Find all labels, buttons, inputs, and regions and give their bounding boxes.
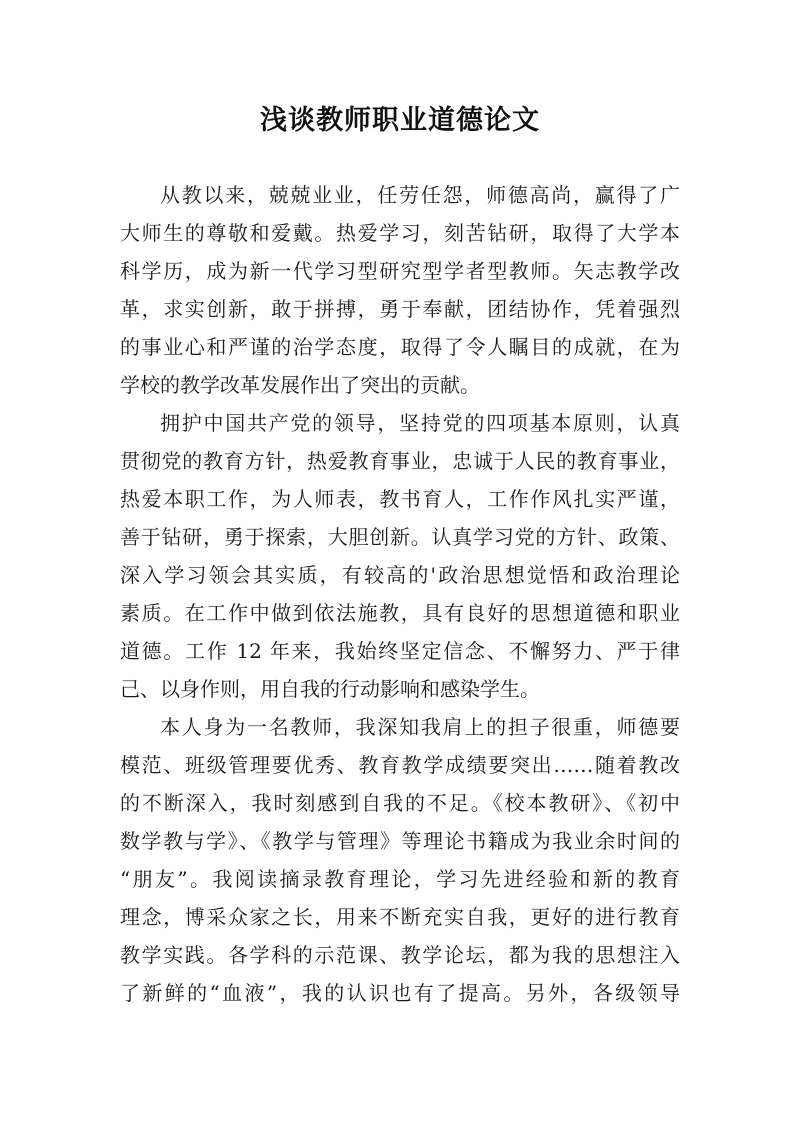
text-line: 数学教与学》、《教学与管理》等理论书籍成为我业余时间的 xyxy=(120,829,680,853)
text-line: 拥护中国共产党的领导，坚持党的四项基本原则，认真 xyxy=(160,411,680,435)
text-line: 的不断深入，我时刻感到自我的不足。《校本教研》、《初中 xyxy=(120,791,680,815)
text-line: 善于钻研，勇于探索，大胆创新。认真学习党的方针、政策、 xyxy=(120,525,680,549)
text-line: 大师生的尊敬和爱戴。热爱学习，刻苦钻研，取得了大学本 xyxy=(120,221,680,245)
text-line: 科学历，成为新一代学习型研究型学者型教师。矢志教学改 xyxy=(120,259,680,283)
text-line: 的事业心和严谨的治学态度，取得了令人瞩目的成就，在为 xyxy=(120,335,680,359)
paragraph-2 xyxy=(120,404,680,708)
text-line: 素质。在工作中做到依法施教，具有良好的思想道德和职业 xyxy=(120,601,680,625)
document-title: 浅谈教师职业道德论文 xyxy=(260,105,540,136)
text-line: 本人身为一名教师，我深知我肩上的担子很重，师德要 xyxy=(160,715,680,739)
text-line: 己、以身作则，用自我的行动影响和感染学生。 xyxy=(120,677,540,701)
paragraph-1 xyxy=(120,176,680,404)
text-line: 从教以来，兢兢业业，任劳任怨，师德高尚，赢得了广 xyxy=(160,183,680,207)
text-line: 深入学习领会其实质，有较高的'政治思想觉悟和政治理论 xyxy=(120,563,680,587)
text-line: 教学实践。各学科的示范课、教学论坛，都为我的思想注入 xyxy=(120,943,680,967)
text-line: 学校的教学改革发展作出了突出的贡献。 xyxy=(120,373,480,397)
text-line: 了新鲜的“血液”，我的认识也有了提高。另外，各级领导 xyxy=(120,981,680,1005)
document-body xyxy=(120,176,680,1012)
text-line: 道德。工作 12 年来，我始终坚定信念、不懈努力、严于律 xyxy=(120,639,680,663)
text-line: 理念，博采众家之长，用来不断充实自我，更好的进行教育 xyxy=(120,905,680,929)
paragraph-3 xyxy=(120,708,680,1012)
text-line: 热爱本职工作，为人师表，教书育人，工作作风扎实严谨， xyxy=(120,487,680,511)
text-line: “朋友”。我阅读摘录教育理论，学习先进经验和新的教育 xyxy=(120,867,680,891)
text-line: 贯彻党的教育方针，热爱教育事业，忠诚于人民的教育事业， xyxy=(120,449,680,473)
text-line: 模范、班级管理要优秀、教育教学成绩要突出……随着教改 xyxy=(120,753,680,777)
text-line: 革，求实创新，敢于拼搏，勇于奉献，团结协作，凭着强烈 xyxy=(120,297,680,321)
